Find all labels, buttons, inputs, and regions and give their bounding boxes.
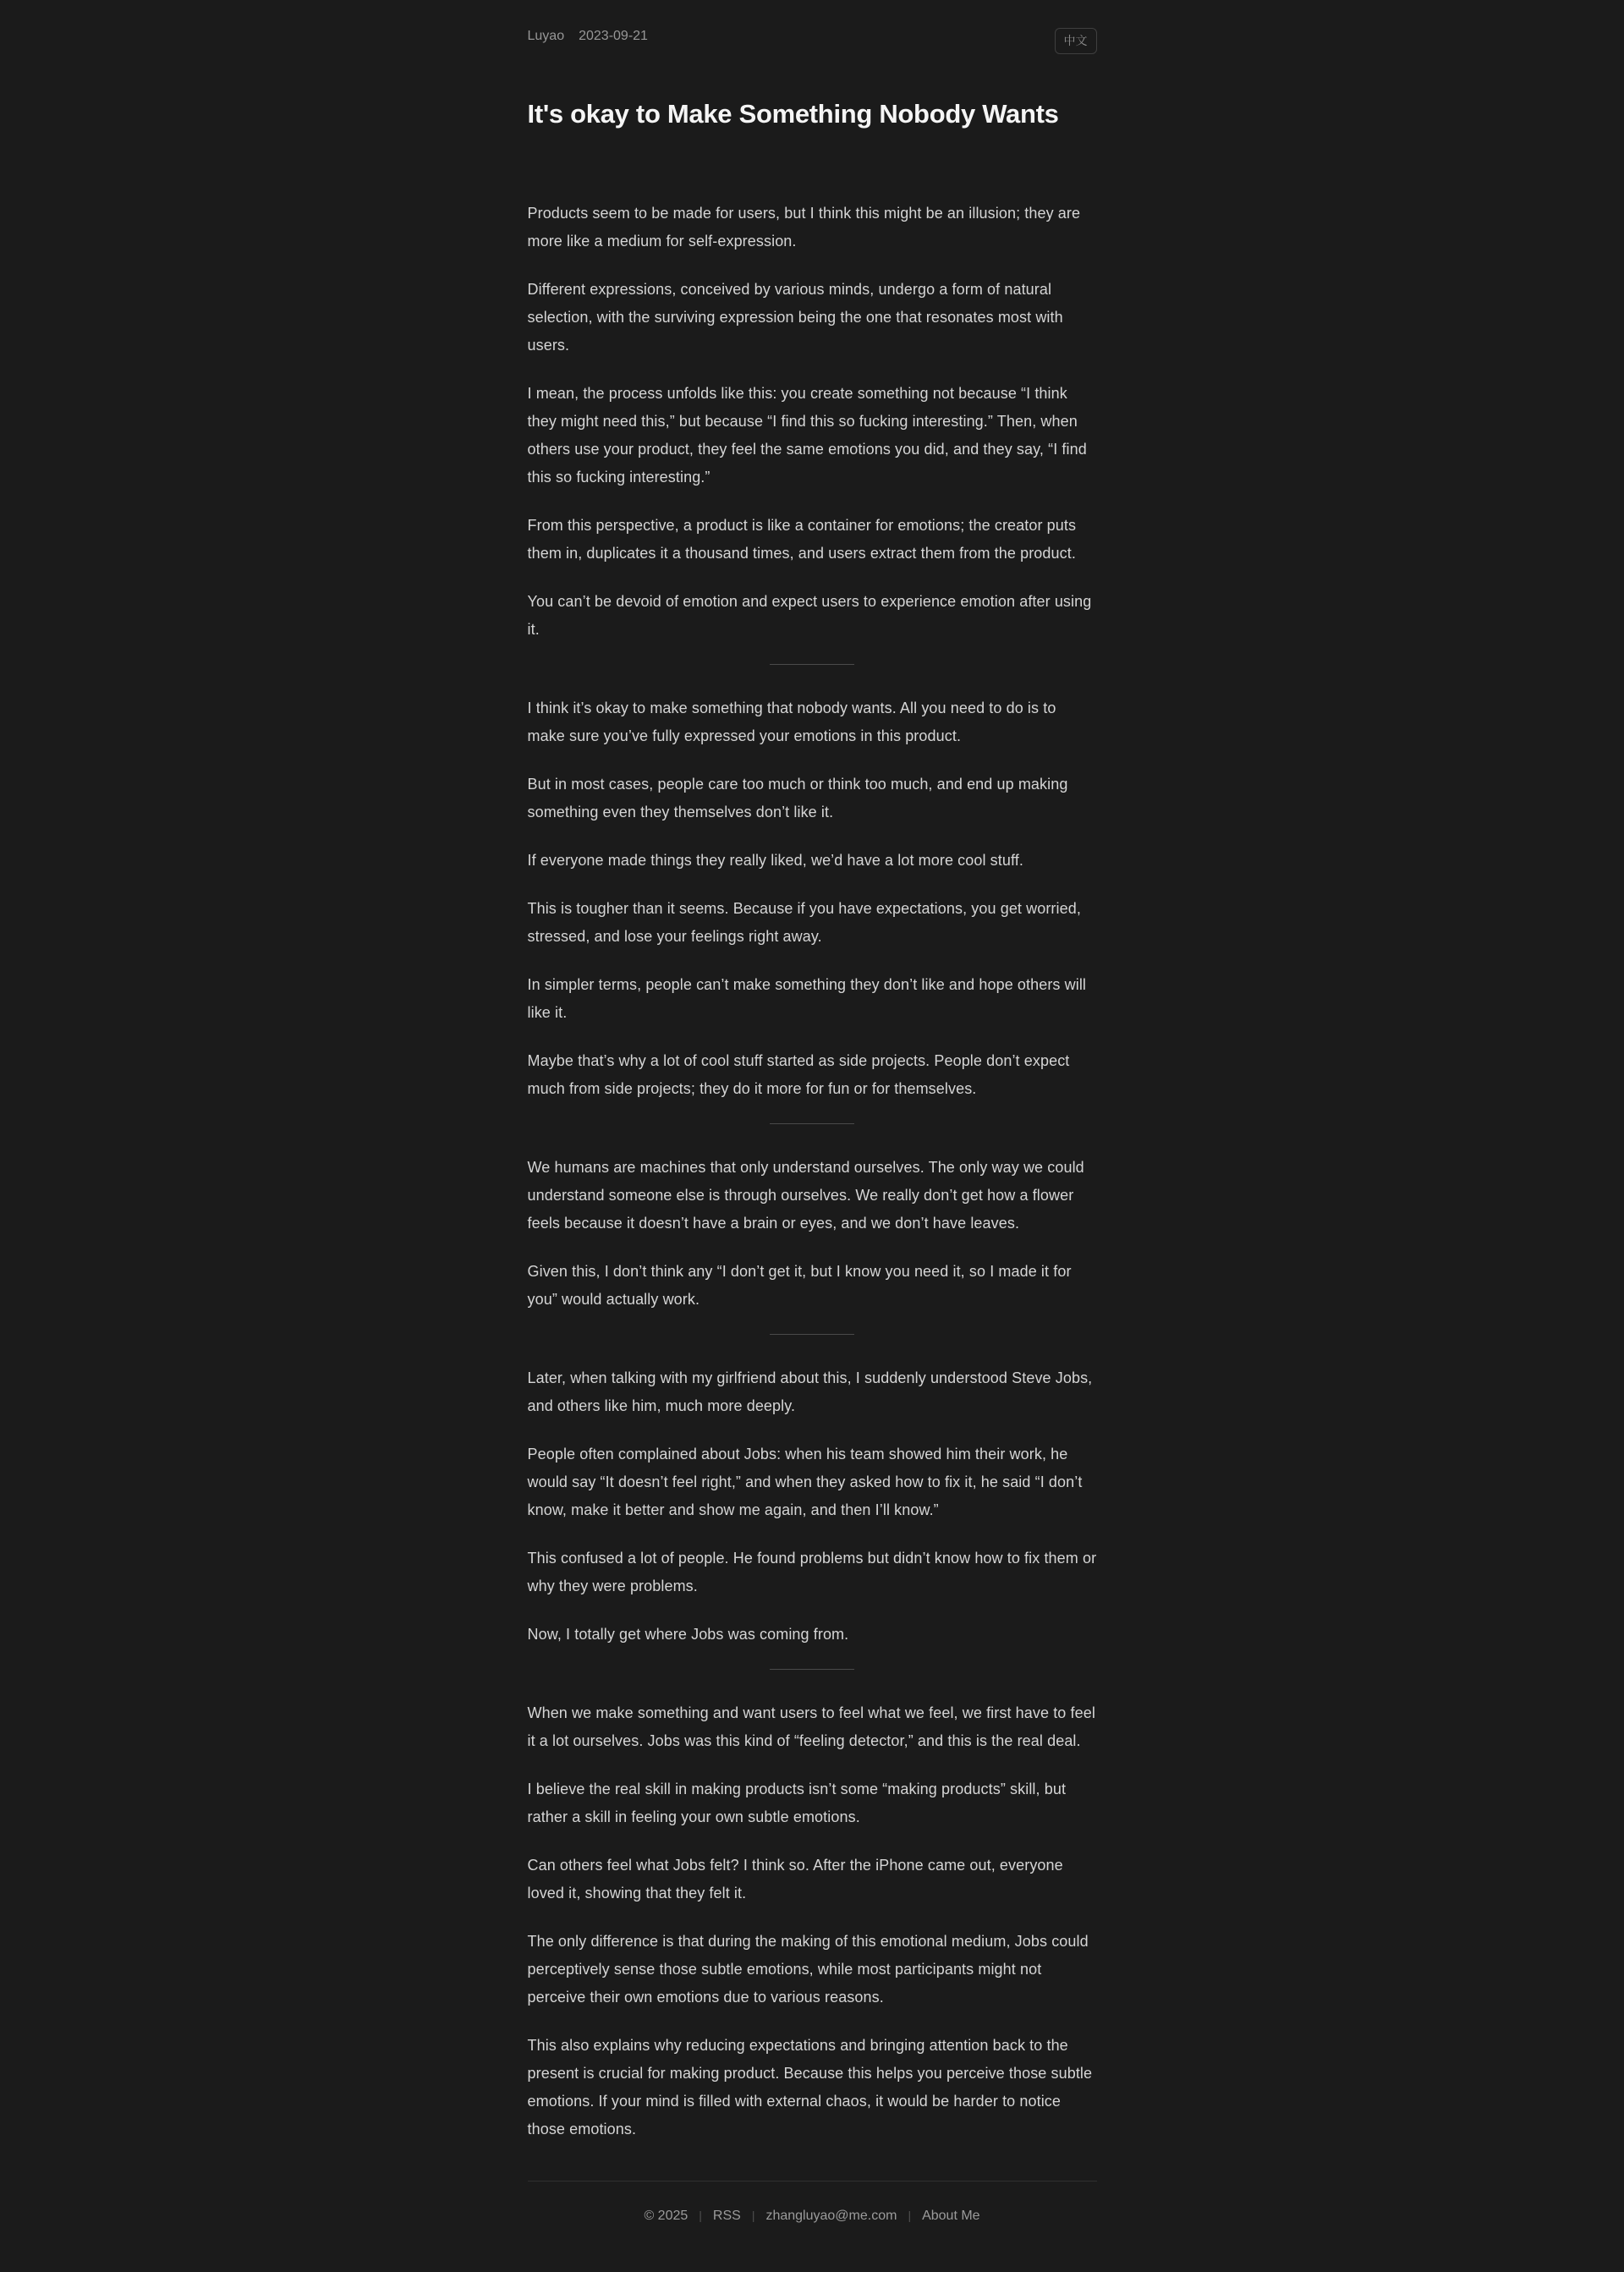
page-title: It's okay to Make Something Nobody Wants (527, 99, 1059, 129)
paragraph: But in most cases, people care too much or think too much, and end up making something even they themselves don’t like it. (527, 776, 1068, 820)
article-body (528, 200, 1097, 2143)
footer-separator: | (751, 2209, 755, 2222)
paragraph: Later, when talking with my girlfriend about this, I suddenly understood Steve Jobs, and others like him, much more deeply. (527, 1369, 1093, 1414)
paragraph: Can others feel what Jobs felt? I think so. After the iPhone came out, everyone loved it, showing that they felt it. (527, 1857, 1063, 1902)
paragraph: We humans are machines that only understand ourselves. The only way we could understand someone else is through ourselves. We really don’t get how a flower feels because it doesn’t have a brain or eyes, and we don’t have leaves. (527, 1159, 1084, 1232)
paragraph: You can’t be devoid of emotion and expect users to experience emotion after using it. (527, 593, 1092, 638)
footer-separator: | (699, 2209, 702, 2222)
section-divider (770, 664, 854, 665)
site-footer (528, 2181, 1097, 2272)
about-me-link[interactable]: About Me (922, 2209, 980, 2223)
paragraph: Given this, I don’t think any “I don’t get it, but I know you need it, so I made it for you” would actually work. (527, 1263, 1072, 1308)
paragraph: This confused a lot of people. He found problems but didn’t know how to fix them or why they were problems. (527, 1550, 1097, 1594)
post-meta (528, 28, 648, 45)
language-toggle-button[interactable]: 中文 (1055, 28, 1097, 54)
section-divider (770, 1334, 854, 1335)
rss-link[interactable]: RSS (712, 2209, 741, 2223)
paragraph: I think it’s okay to make something that nobody wants. All you need to do is to make sure you’ve fully expressed your emotions in this product. (527, 700, 1056, 744)
paragraph: I mean, the process unfolds like this: you create something not because “I think they might need this,” but because “I find this so fucking interesting.” Then, when others use your product, they feel the same emotions you did, and they say, “I find this so fucking interesting.” (527, 385, 1087, 486)
post-date: 2023-09-21 (579, 29, 648, 43)
paragraph: From this perspective, a product is like a container for emotions; the creator puts them in, duplicates it a thousand times, and users extract them from the product. (527, 517, 1077, 562)
paragraph: I believe the real skill in making products isn’t some “making products” skill, but rather a skill in feeling your own subtle emotions. (527, 1781, 1067, 1825)
paragraph: When we make something and want users to feel what we feel, we first have to feel it a lot ourselves. Jobs was this kind of “feeling detector,” and this is the real deal. (527, 1704, 1095, 1749)
paragraph: Different expressions, conceived by various minds, undergo a form of natural selection, with the surviving expression being the one that resonates most with users. (527, 281, 1063, 354)
paragraph: This is tougher than it seems. Because if you have expectations, you get worried, stressed, and lose your feelings right away. (527, 900, 1081, 945)
email-link[interactable]: zhangluyao@me.com (765, 2209, 897, 2223)
paragraph: Maybe that’s why a lot of cool stuff started as side projects. People don’t expect much from side projects; they do it more for fun or for themselves. (527, 1052, 1070, 1097)
paragraph: Now, I totally get where Jobs was coming from. (527, 1626, 849, 1643)
content-column (528, 0, 1097, 2272)
section-divider (770, 1123, 854, 1124)
paragraph: In simpler terms, people can’t make something they don’t like and hope others will like it. (527, 976, 1087, 1021)
paragraph: This also explains why reducing expectations and bringing attention back to the present is crucial for making product. Because this helps you perceive those subtle emotions. If your mind is filled with external chaos, it would be harder to notice those emotions. (527, 2037, 1093, 2138)
author-link[interactable]: Luyao (527, 29, 565, 43)
section-divider (770, 1669, 854, 1670)
copyright-text: © 2025 (644, 2209, 689, 2223)
paragraph: If everyone made things they really liked, we’d have a lot more cool stuff. (527, 852, 1023, 869)
paragraph: People often complained about Jobs: when his team showed him their work, he would say “It doesn’t feel right,” and when they asked how to fix it, he said “I don’t know, make it better and show me again, and then I’ll know.” (527, 1446, 1083, 1518)
topbar (528, 28, 1097, 54)
paragraph: The only difference is that during the making of this emotional medium, Jobs could perceptively sense those subtle emotions, while most participants might not perceive their own emotions due to various reasons. (527, 1933, 1089, 2006)
paragraph: Products seem to be made for users, but I think this might be an illusion; they are more like a medium for self-expression. (527, 205, 1081, 250)
footer-separator: | (908, 2209, 912, 2222)
